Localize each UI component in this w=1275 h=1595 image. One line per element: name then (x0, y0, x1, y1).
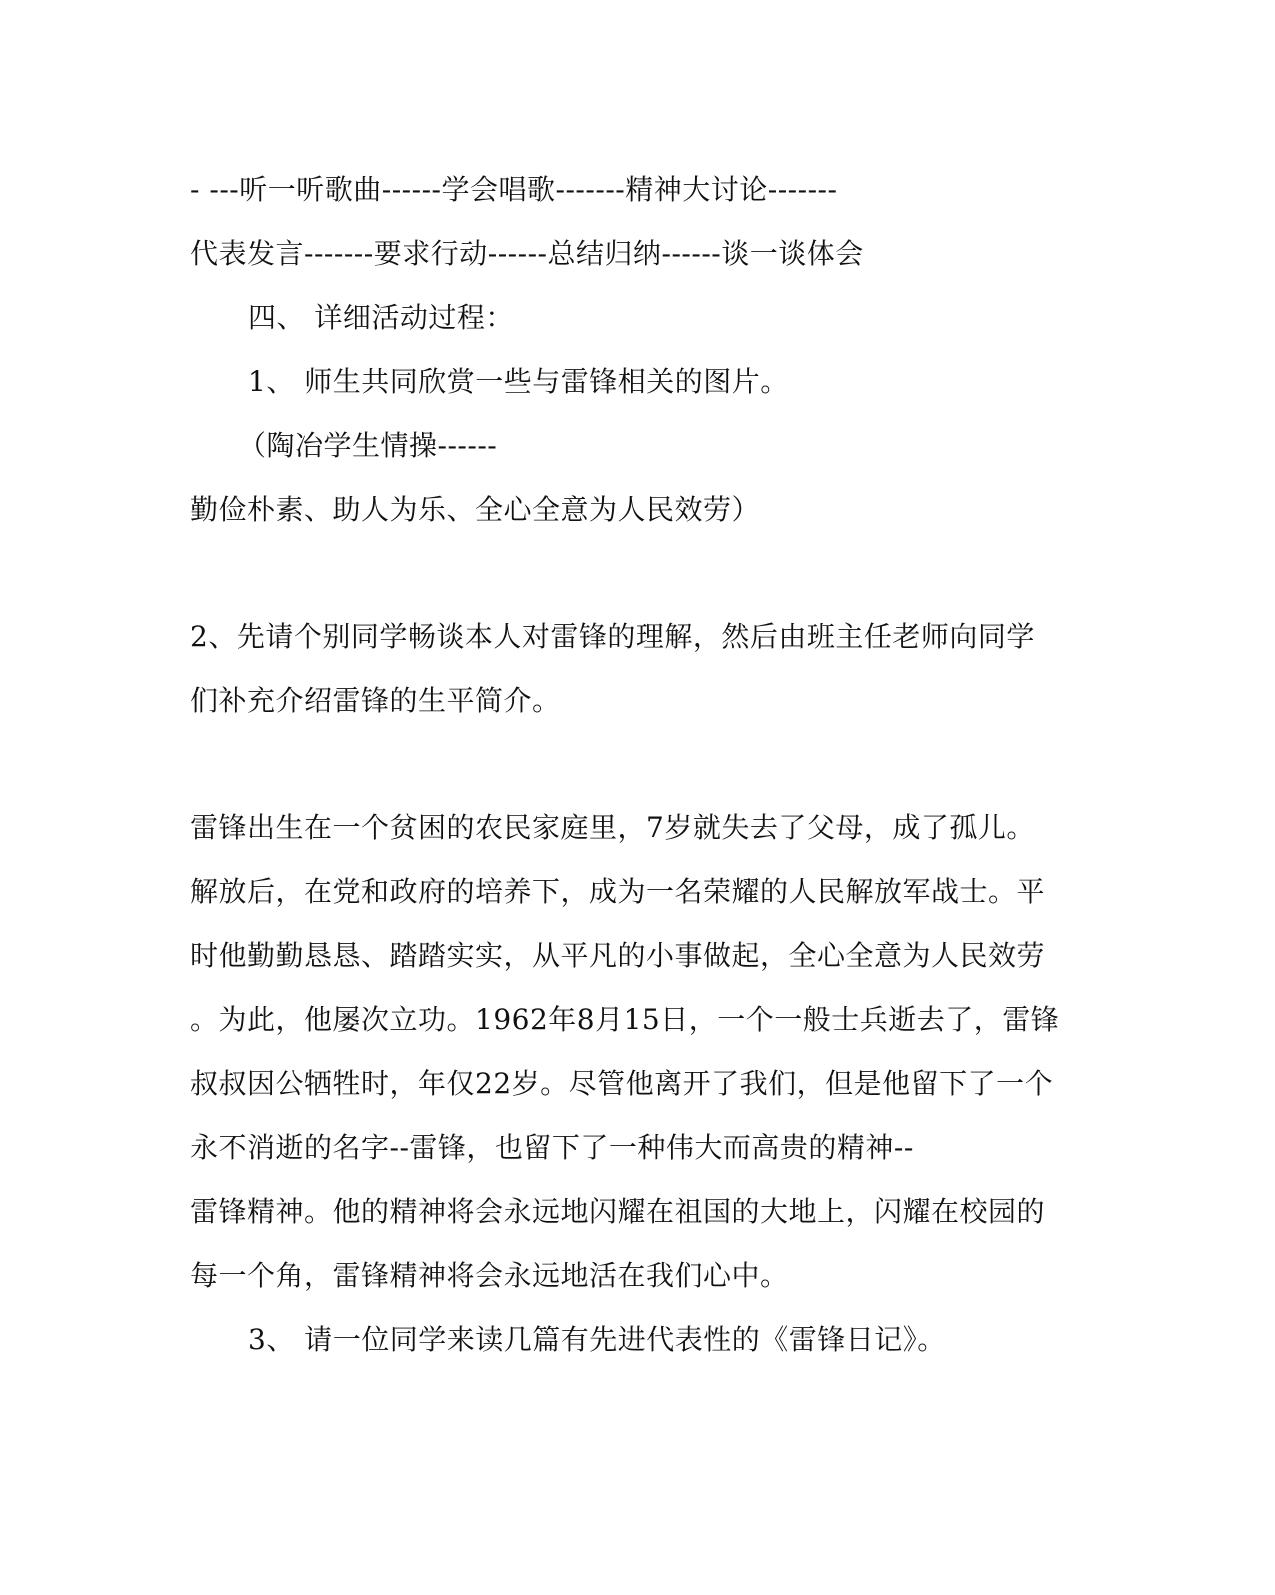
biography-line-8: 每一个角，雷锋精神将会永远地活在我们心中。 (190, 1259, 789, 1292)
step-1-note-line-1: （陶冶学生情操------ (238, 429, 498, 462)
biography-line-4: 。为此，他屡次立功。1962年8月15日，一个一般士兵逝去了，雷锋 (190, 1003, 1060, 1036)
step-1-note-line-2: 勤俭朴素、助人为乐、全心全意为人民效劳） (190, 493, 761, 526)
biography-line-1: 雷锋出生在一个贫困的农民家庭里，7岁就失去了父母，成了孤儿。 (190, 811, 1035, 844)
biography-line-6: 永不消逝的名字--雷锋，也留下了一种伟大而高贵的精神-- (190, 1131, 914, 1164)
section-heading: 四、 详细活动过程： (248, 301, 514, 334)
biography-line-3: 时他勤勤恳恳、踏踏实实，从平凡的小事做起，全心全意为人民效劳 (190, 939, 1046, 972)
step-1: 1、 师生共同欣赏一些与雷锋相关的图片。 (248, 365, 789, 398)
biography-line-2: 解放后，在党和政府的培养下，成为一名荣耀的人民解放军战士。平 (190, 875, 1046, 908)
step-2-line-2: 们补充介绍雷锋的生平简介。 (190, 684, 561, 717)
activity-flow-line-2: 代表发言-------要求行动------总结归纳------谈一谈体会 (190, 237, 864, 270)
biography-line-5: 叔叔因公牺牲时，年仅22岁。尽管他离开了我们，但是他留下了一个 (190, 1067, 1054, 1100)
biography-line-7: 雷锋精神。他的精神将会永远地闪耀在祖国的大地上，闪耀在校园的 (190, 1195, 1046, 1228)
activity-flow-line-1: - ---听一听歌曲------学会唱歌-------精神大讨论------- (190, 173, 838, 206)
step-3: 3、 请一位同学来读几篇有先进代表性的《雷锋日记》。 (248, 1323, 946, 1356)
step-2-line-1: 2、先请个别同学畅谈本人对雷锋的理解，然后由班主任老师向同学 (190, 620, 1035, 653)
